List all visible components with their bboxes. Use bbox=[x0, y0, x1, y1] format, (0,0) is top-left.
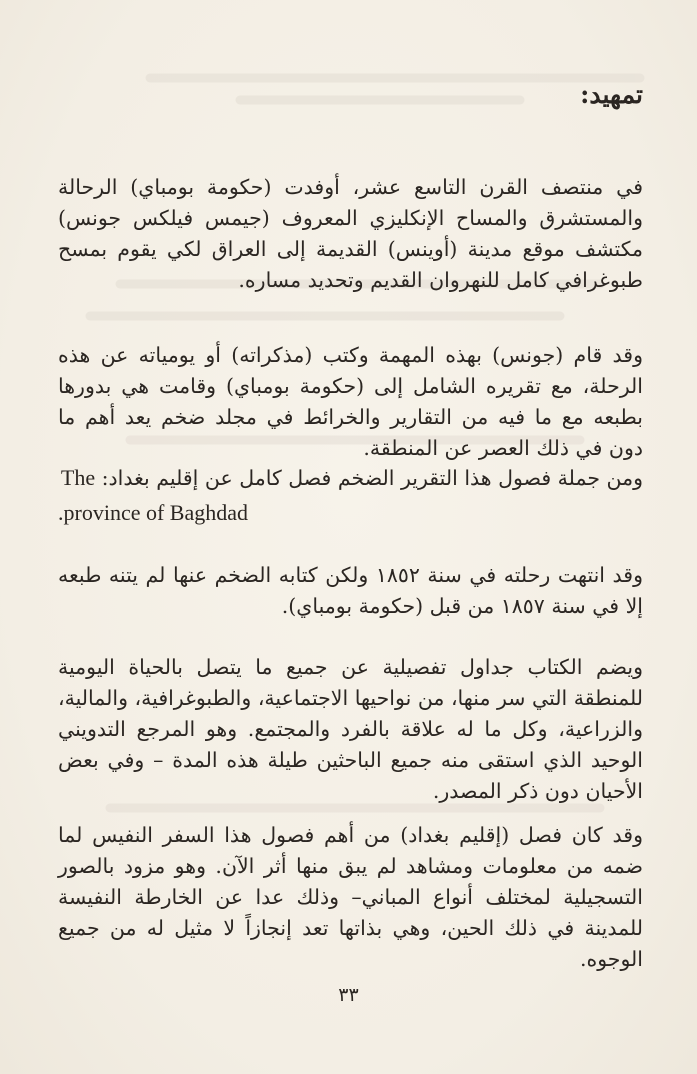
paragraph-4: وقد انتهت رحلته في سنة ١٨٥٢ ولكن كتابه الضخم عنها لم يتنه طبعه إلا في سنة ١٨٥٧ من قبل (حكومة بومباي). bbox=[58, 563, 644, 618]
paragraph-3 bbox=[58, 462, 643, 530]
section-heading: تمهيد: bbox=[580, 80, 643, 109]
paragraph-6: وقد كان فصل (إقليم بغداد) من أهم فصول هذا السفر النفيس لما ضمه من معلومات ومشاهد لم يبق منها أثر الآن. وهو مزود بالصور التسجيلية لمختلف أنواع المباني– وذلك عدا عن الخارطة النفيسة للمدينة في ذلك الحين، وهي بذاتها تعد إنجازاً لا مثيل له من جميع الوجوه. bbox=[58, 823, 643, 971]
english-term-rest: .province of Baghdad bbox=[58, 500, 248, 525]
paragraph-1: في منتصف القرن التاسع عشر، أوفدت (حكومة بومباي) الرحالة والمستشرق والمساح الإنكليزي المعروف (جيمس فيلكس جونس) مكتشف موقع مدينة (أوينس) القديمة إلى العراق لكي يقوم بمسح طبوغرافي كامل للنهروان القديم وتحديد مساره. bbox=[58, 175, 643, 292]
page-number: ٣٣ bbox=[338, 984, 359, 1006]
english-term-start: The bbox=[60, 465, 96, 490]
paragraph-2: وقد قام (جونس) بهذه المهمة وكتب (مذكراته) أو يومياته عن هذه الرحلة، مع تقريره الشامل إلى (حكومة بومباي) وقامت هي بدورها بطبعه مع ما فيه من التقارير والخرائط في مجلد ضخم يعد أهم ما دون في ذلك العصر عن المنطقة. bbox=[58, 343, 643, 460]
paragraph-3-arabic: ومن جملة فصول هذا التقرير الضخم فصل كامل عن إقليم بغداد: bbox=[101, 466, 643, 490]
paragraph-5: ويضم الكتاب جداول تفصيلية عن جميع ما يتصل بالحياة اليومية للمنطقة التي سر منها، من نواحيها الاجتماعية، والطبوغرافية، والمالية، والزراعية، وكل ما له علاقة بالفرد والمجتمع. وهو المرجع التدويني الوحيد الذي استقى منه جميع الباحثين طيلة هذه المدة – وفي بعض الأحيان دون ذكر المصدر. bbox=[58, 655, 643, 803]
